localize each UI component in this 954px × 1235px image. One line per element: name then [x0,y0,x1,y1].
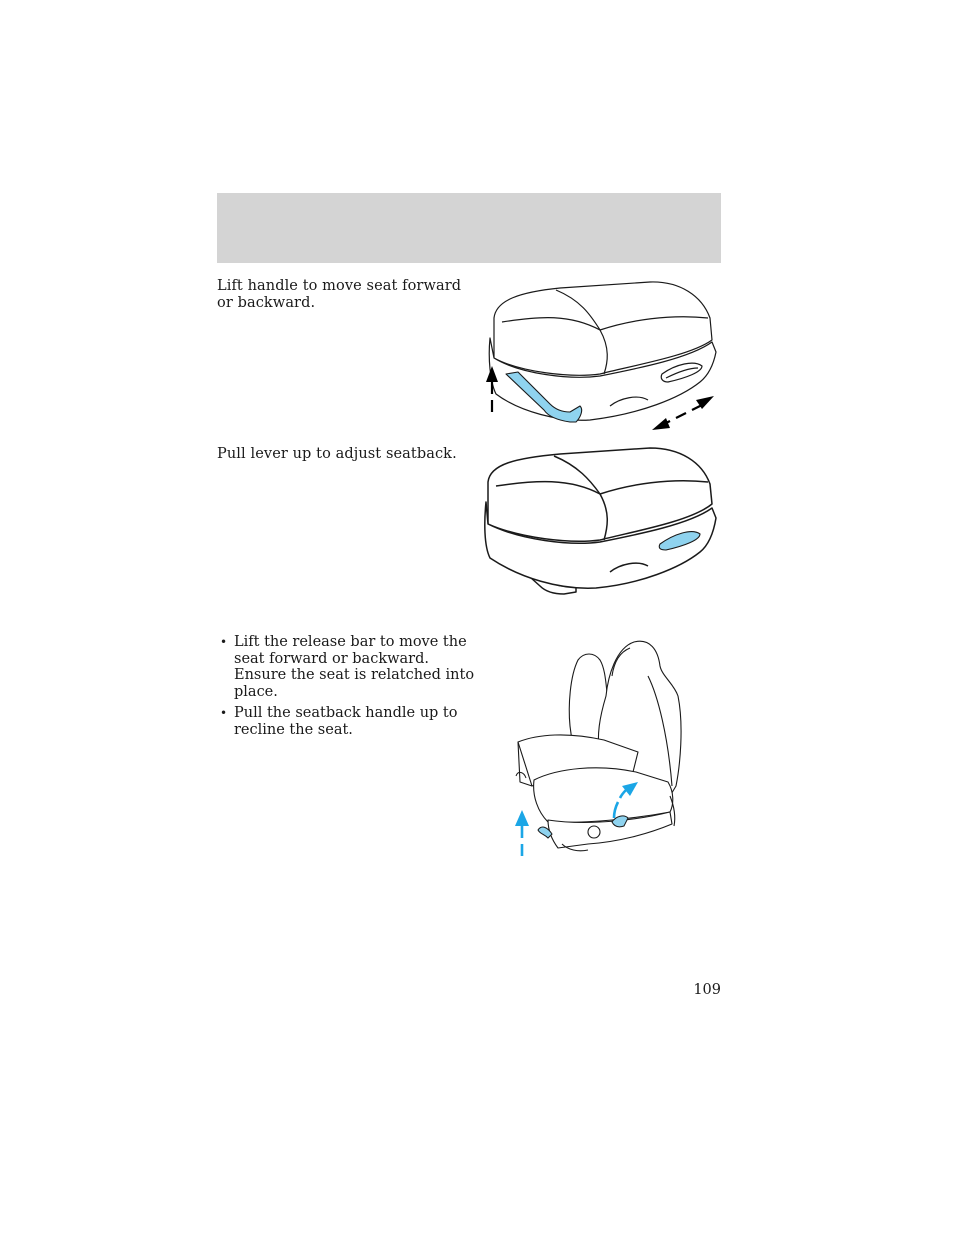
page-number: 109 [693,982,721,998]
seatback-lever-illustration [480,446,720,596]
bullet-text: Pull the seatback handle up to recline the seat. [234,705,458,738]
instruction-seat-handle: Lift handle to move seat forward or backward. [217,278,462,311]
bullet-item [217,634,479,700]
bench-seat-instructions [217,634,479,743]
bullet-text: Lift the release bar to move the seat forward or backward. Ensure the seat is relatched into place. [234,634,475,700]
bullet-icon: • [220,635,228,649]
bullet-item [217,705,479,738]
instruction-seatback-lever: Pull lever up to adjust seatback. [217,446,457,462]
bullet-icon: • [220,706,228,720]
seat-handle-illustration [480,278,720,436]
section-header-bar [217,193,721,263]
bench-seat-illustration [508,636,696,858]
